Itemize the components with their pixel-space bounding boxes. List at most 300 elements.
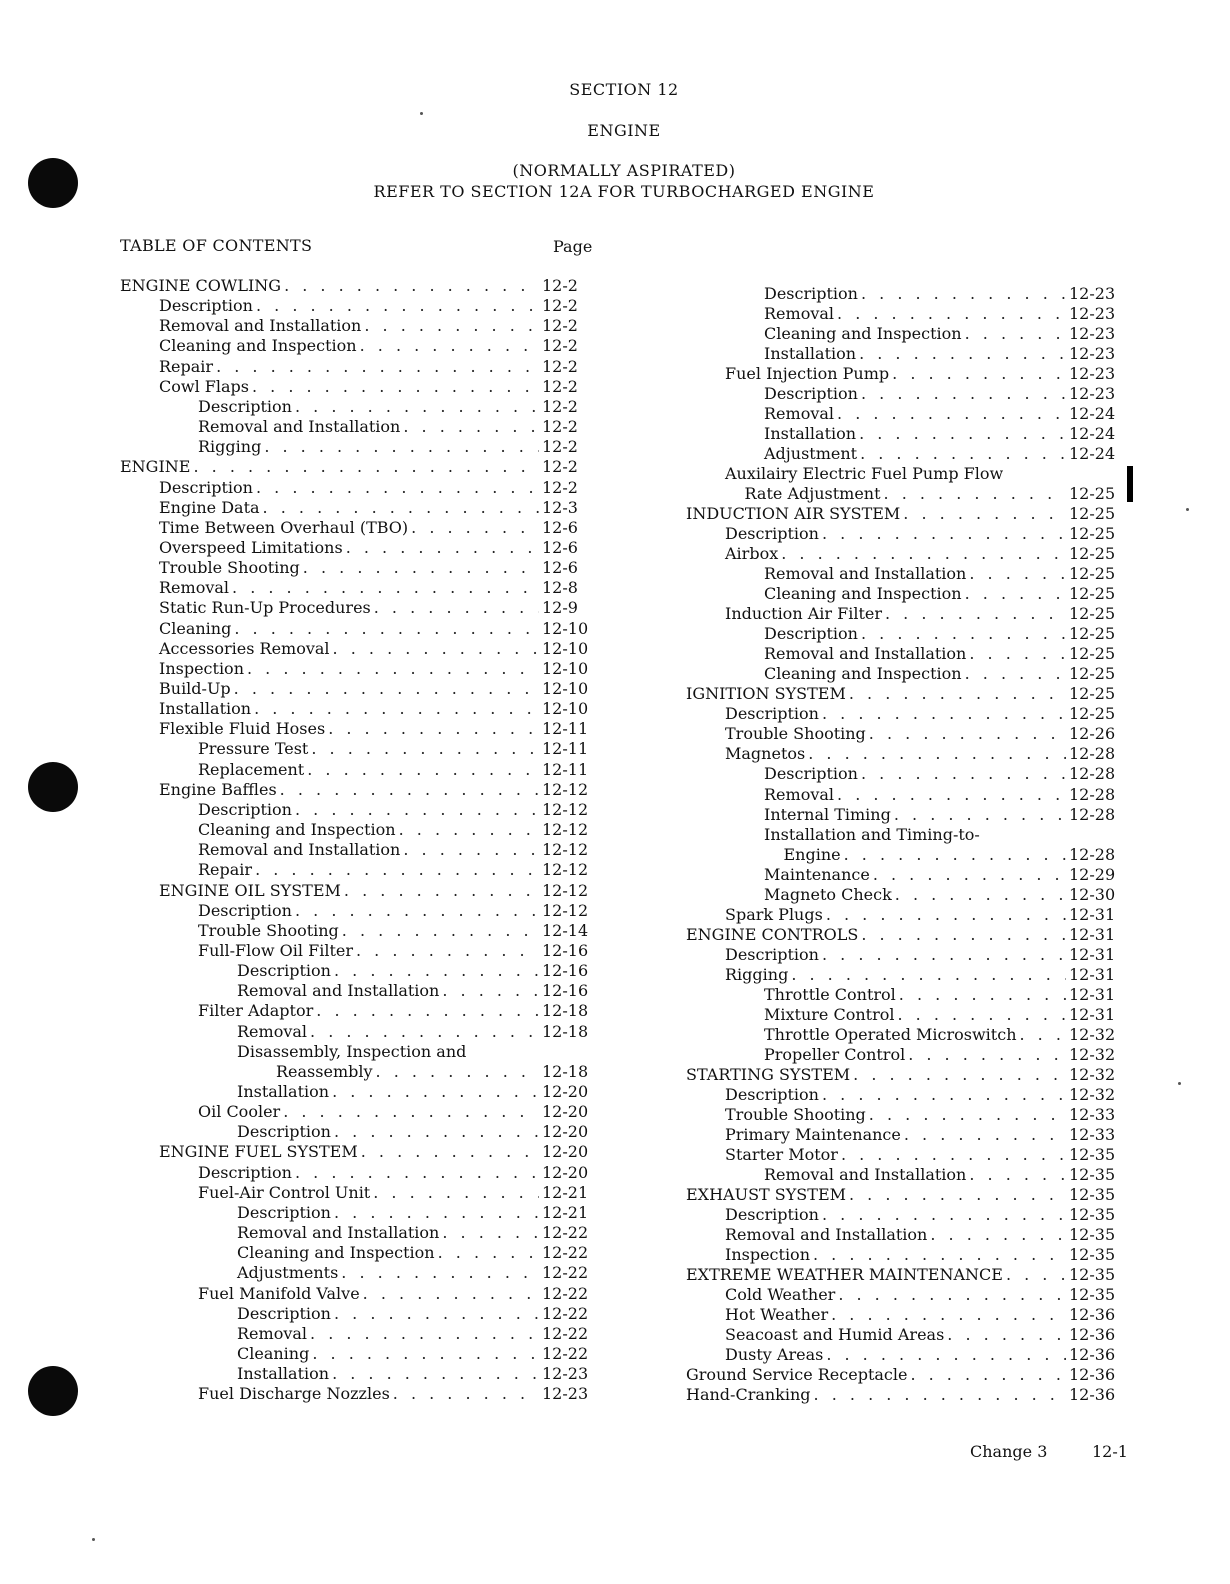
dot-leader <box>899 985 1066 1005</box>
toc-entry-page: 12-23 <box>1069 384 1116 404</box>
toc-entry-title: Spark Plugs <box>725 904 823 924</box>
dot-leader <box>849 684 1066 704</box>
toc-entry-page: 12-35 <box>1069 1224 1116 1244</box>
toc-entry-title: Installation <box>764 424 857 444</box>
toc-entry-page: 12-6 <box>542 558 578 578</box>
section-note: REFER TO SECTION 12A FOR TURBOCHARGED ENGINE <box>373 182 875 201</box>
toc-entry-title: Replacement <box>198 759 305 779</box>
toc-entry-page: 12-32 <box>1069 1044 1116 1064</box>
toc-entry-page: 12-28 <box>1069 784 1116 804</box>
dot-leader <box>813 1245 1066 1265</box>
dot-leader <box>873 865 1066 885</box>
toc-entry-page: 12-26 <box>1069 724 1116 744</box>
toc-entry-title: Description <box>725 704 819 724</box>
toc-entry <box>725 744 1127 764</box>
toc-entry-page: 12-32 <box>1069 1084 1116 1104</box>
toc-entry <box>198 820 600 840</box>
toc-entry-page: 12-25 <box>1069 684 1116 704</box>
toc-entry-page: 12-23 <box>1069 364 1116 384</box>
toc-entry <box>159 639 600 659</box>
toc-entry-page: 12-2 <box>542 396 578 416</box>
toc-entry-page: 12-33 <box>1069 1104 1116 1124</box>
toc-entry-page: 12-2 <box>542 296 578 316</box>
toc-entry <box>198 417 600 437</box>
dot-leader <box>334 1304 539 1324</box>
toc-entry-title: EXHAUST SYSTEM <box>686 1184 846 1204</box>
section-title: ENGINE <box>587 121 661 140</box>
toc-entry <box>120 276 600 296</box>
toc-entry-page: 12-12 <box>542 880 589 900</box>
section-number: SECTION 12 <box>569 80 679 99</box>
toc-entry-page: 12-25 <box>1069 584 1116 604</box>
dot-leader <box>869 724 1066 744</box>
toc-entry-page: 12-16 <box>542 940 589 960</box>
toc-entry-title: Flexible Fluid Hoses <box>159 719 326 739</box>
dot-leader <box>837 404 1066 424</box>
dot-leader <box>853 1065 1066 1085</box>
dot-leader <box>256 478 539 498</box>
toc-entry-title: Installation <box>237 1082 330 1101</box>
dot-leader <box>861 284 1066 304</box>
toc-entry <box>764 785 1127 805</box>
toc-entry <box>725 905 1127 925</box>
toc-entry-title: Magneto Check <box>764 884 892 904</box>
dot-leader <box>376 1062 539 1082</box>
toc-entry <box>198 840 600 860</box>
toc-entry <box>764 624 1127 644</box>
toc-entry-page: 12-20 <box>542 1142 589 1162</box>
toc-entry-title: Fuel-Air Control Unit <box>198 1182 371 1202</box>
dot-leader <box>814 1385 1066 1405</box>
toc-entry-title: Auxilairy Electric Fuel Pump Flow <box>725 464 1004 484</box>
dot-leader <box>334 961 539 981</box>
toc-entry <box>159 679 600 699</box>
toc-entry <box>198 1284 600 1304</box>
toc-entry-title: Filter Adaptor <box>198 1001 314 1021</box>
dot-leader <box>861 384 1066 404</box>
toc-entry <box>237 1122 600 1142</box>
dot-leader <box>859 344 1066 364</box>
toc-entry-page: 12-32 <box>1069 1064 1116 1084</box>
toc-entry-page: 12-11 <box>542 759 589 779</box>
toc-entry <box>237 1324 600 1344</box>
dot-leader <box>903 504 1066 524</box>
toc-entry-title: Reassembly <box>276 1061 373 1081</box>
toc-entry <box>159 598 600 618</box>
toc-entry <box>276 1062 600 1082</box>
toc-entry-page: 12-22 <box>542 1223 589 1243</box>
toc-entry <box>198 1102 600 1122</box>
toc-entry-title: Maintenance <box>764 864 870 884</box>
toc-entry <box>686 1065 1127 1085</box>
toc-entry <box>159 498 600 518</box>
toc-entry-page: 12-21 <box>542 1182 589 1202</box>
toc-entry-page: 12-35 <box>1069 1264 1116 1284</box>
dot-leader <box>399 820 539 840</box>
toc-entry <box>686 1365 1127 1385</box>
toc-entry-title: Removal and Installation <box>159 316 362 336</box>
toc-entry-page: 12-2 <box>542 276 578 295</box>
toc-entry-page: 12-23 <box>542 1364 589 1384</box>
toc-entry-page: 12-11 <box>542 739 589 759</box>
toc-entry <box>120 457 600 477</box>
toc-entry-page: 12-12 <box>542 840 589 860</box>
toc-entry-page: 12-35 <box>1069 1204 1116 1224</box>
dot-leader <box>908 1045 1066 1065</box>
dot-leader <box>822 704 1066 724</box>
toc-entry <box>237 1344 600 1364</box>
toc-entry-title: Rigging <box>725 964 789 984</box>
toc-entry-title: Description <box>764 764 858 784</box>
dot-leader <box>849 1185 1066 1205</box>
toc-entry-page: 12-20 <box>542 1162 589 1182</box>
toc-entry <box>725 1145 1127 1165</box>
toc-entry-title: ENGINE FUEL SYSTEM <box>159 1142 358 1162</box>
toc-entry <box>725 704 1127 724</box>
toc-entry-title: Installation <box>764 344 857 364</box>
toc-entry-title: Overspeed Limitations <box>159 537 343 557</box>
change-bar <box>1127 466 1133 502</box>
toc-entry <box>764 384 1127 404</box>
toc-entry <box>159 336 600 356</box>
toc-entry-page: 12-2 <box>542 457 578 477</box>
dot-leader <box>342 921 539 941</box>
dot-leader <box>904 1125 1066 1145</box>
toc-entry-title: Disassembly, Inspection and <box>237 1041 467 1061</box>
section-subtitle: (NORMALLY ASPIRATED) <box>512 161 736 180</box>
toc-entry <box>686 925 1127 945</box>
toc-entry-title: Induction Air Filter <box>725 604 882 624</box>
footer-change-label: Change 3 <box>970 1442 1048 1461</box>
toc-entry <box>159 558 600 578</box>
toc-entry-page: 12-36 <box>1069 1345 1116 1365</box>
toc-entry-title: STARTING SYSTEM <box>686 1064 851 1084</box>
toc-entry-title: Inspection <box>159 658 244 678</box>
dot-leader <box>373 1183 539 1203</box>
toc-entry-page: 12-3 <box>542 497 578 517</box>
dot-leader <box>344 881 539 901</box>
toc-entry <box>198 739 600 759</box>
toc-heading: TABLE OF CONTENTS <box>120 236 313 255</box>
dot-leader <box>295 1163 539 1183</box>
toc-entry-page: 12-35 <box>1069 1285 1116 1304</box>
toc-entry <box>237 961 600 981</box>
toc-entry-title: Throttle Operated Microswitch <box>764 1024 1017 1044</box>
dot-leader <box>442 981 539 1001</box>
dot-leader <box>310 1022 539 1042</box>
toc-entry <box>159 578 600 598</box>
toc-entry-page: 12-35 <box>1069 1184 1116 1204</box>
toc-entry-title: Removal and Installation <box>237 1223 440 1243</box>
toc-entry <box>745 484 1128 504</box>
toc-entry-title: Pressure Test <box>198 739 309 759</box>
toc-entry-page: 12-12 <box>542 820 589 840</box>
toc-entry-page: 12-9 <box>542 598 578 618</box>
dot-leader <box>869 1105 1066 1125</box>
toc-entry-page: 12-28 <box>1069 764 1116 784</box>
toc-entry-page: 12-23 <box>1069 344 1116 364</box>
toc-entry-page: 12-12 <box>542 860 589 880</box>
toc-entry <box>764 644 1127 664</box>
dot-leader <box>892 364 1066 384</box>
toc-entry <box>764 284 1127 304</box>
toc-entry-title: Hand-Cranking <box>686 1385 811 1405</box>
toc-entry-title: Installation and Timing-to- <box>764 824 980 844</box>
toc-entry-page: 12-2 <box>542 316 578 336</box>
toc-entry-page: 12-16 <box>542 981 589 1001</box>
toc-entry-title: Seacoast and Humid Areas <box>725 1325 945 1345</box>
footer-page-number: 12-1 <box>1092 1442 1128 1461</box>
toc-entry <box>764 304 1127 324</box>
toc-entry-title: Description <box>237 1202 331 1222</box>
toc-entry <box>764 324 1127 344</box>
dot-leader <box>403 840 539 860</box>
dot-leader <box>403 417 539 437</box>
dot-leader <box>333 639 539 659</box>
toc-entry-title: Static Run-Up Procedures <box>159 598 371 618</box>
toc-entry-title: Description <box>198 799 292 819</box>
toc-entry-title: Cleaning and Inspection <box>764 324 962 344</box>
binder-hole <box>28 762 78 812</box>
toc-entry <box>725 1225 1127 1245</box>
toc-entry-title: Cleaning and Inspection <box>159 336 357 356</box>
toc-entry-title: Description <box>764 624 858 644</box>
toc-entry <box>198 901 600 921</box>
dot-leader <box>831 1305 1066 1325</box>
dot-leader <box>965 584 1066 604</box>
toc-entry-title: Full-Flow Oil Filter <box>198 940 353 960</box>
dot-leader <box>837 785 1066 805</box>
dot-leader <box>859 424 1066 444</box>
dot-leader <box>895 885 1066 905</box>
toc-entry-page: 12-25 <box>1069 484 1116 504</box>
toc-entry <box>159 881 600 901</box>
toc-entry-page: 12-23 <box>1069 284 1116 303</box>
toc-entry-title: Removal <box>764 784 835 804</box>
dot-leader <box>346 538 539 558</box>
toc-entry-title: Adjustment <box>764 444 858 464</box>
dot-leader <box>910 1365 1066 1385</box>
dot-leader <box>232 578 539 598</box>
dot-leader <box>860 444 1066 464</box>
dot-leader <box>438 1243 539 1263</box>
toc-entry <box>159 478 600 498</box>
toc-entry-page: 12-2 <box>542 376 578 396</box>
toc-entry-title: Trouble Shooting <box>725 1104 866 1124</box>
toc-entry-title: Description <box>198 900 292 920</box>
toc-entry <box>159 619 600 639</box>
dot-leader <box>897 1005 1066 1025</box>
toc-entry-page: 12-24 <box>1069 424 1116 444</box>
dot-leader <box>781 544 1066 564</box>
toc-entry-page: 12-28 <box>1069 804 1116 824</box>
toc-entry-title: Description <box>237 961 331 981</box>
dot-leader <box>1020 1025 1067 1045</box>
toc-entry <box>764 1045 1127 1065</box>
toc-entry <box>198 941 600 961</box>
scan-speck <box>420 112 423 115</box>
toc-entry-title: Oil Cooler <box>198 1102 281 1122</box>
toc-entry-title: EXTREME WEATHER MAINTENANCE <box>686 1264 1003 1284</box>
dot-leader <box>822 945 1066 965</box>
toc-entry-title: Mixture Control <box>764 1004 895 1024</box>
toc-entry-title: Inspection <box>725 1244 810 1264</box>
toc-entry-title: Cowl Flaps <box>159 376 249 396</box>
toc-entry-page: 12-33 <box>1069 1124 1116 1144</box>
toc-entry <box>159 316 600 336</box>
toc-entry-title: Hot Weather <box>725 1305 829 1325</box>
toc-entry-page: 12-10 <box>542 699 589 719</box>
toc-entry-page: 12-10 <box>542 658 589 678</box>
toc-entry-page: 12-30 <box>1069 884 1116 904</box>
toc-entry <box>686 1265 1127 1285</box>
toc-entry-title: Description <box>725 944 819 964</box>
dot-leader <box>303 558 539 578</box>
toc-entry-title: Time Between Overhaul (TBO) <box>159 517 409 537</box>
toc-entry-page: 12-10 <box>542 679 589 698</box>
toc-entry <box>686 1185 1127 1205</box>
toc-entry-title: Primary Maintenance <box>725 1124 901 1144</box>
dot-leader <box>837 304 1066 324</box>
dot-leader <box>307 760 539 780</box>
toc-entry-page: 12-22 <box>542 1343 589 1363</box>
toc-entry-title: Starter Motor <box>725 1144 838 1164</box>
dot-leader <box>356 941 539 961</box>
toc-entry-page: 12-36 <box>1069 1325 1116 1345</box>
toc-entry <box>686 1385 1127 1405</box>
dot-leader <box>826 1345 1066 1365</box>
toc-entry-page: 12-36 <box>1069 1385 1116 1405</box>
dot-leader <box>283 1102 539 1122</box>
dot-leader <box>360 336 539 356</box>
toc-entry-title: Cleaning and Inspection <box>237 1243 435 1263</box>
toc-entry-page: 12-10 <box>542 618 589 638</box>
toc-entry <box>159 357 600 377</box>
toc-entry <box>198 1384 600 1404</box>
toc-entry <box>198 397 600 417</box>
toc-entry <box>725 1085 1127 1105</box>
toc-entry <box>764 764 1127 784</box>
toc-entry-title: ENGINE COWLING <box>120 276 282 295</box>
toc-entry-page: 12-23 <box>1069 324 1116 344</box>
toc-entry-title: Removal and Installation <box>764 564 967 584</box>
toc-entry-title: Rigging <box>198 437 262 457</box>
toc-entry-page: 12-10 <box>542 638 589 658</box>
toc-entry-page: 12-22 <box>542 1243 589 1263</box>
binder-hole <box>28 1366 78 1416</box>
toc-entry <box>159 659 600 679</box>
dot-leader <box>393 1384 539 1404</box>
dot-leader <box>947 1325 1066 1345</box>
dot-leader <box>311 739 539 759</box>
toc-entry <box>725 1285 1127 1305</box>
dot-leader <box>295 901 539 921</box>
toc-entry-title: Description <box>159 477 253 497</box>
dot-leader <box>861 925 1066 945</box>
toc-entry-page: 12-6 <box>542 517 578 537</box>
dot-leader <box>884 484 1066 504</box>
dot-leader <box>822 524 1066 544</box>
dot-leader <box>791 965 1066 985</box>
toc-entry <box>159 780 600 800</box>
toc-entry-page: 12-2 <box>542 336 578 356</box>
toc-entry <box>764 825 1127 845</box>
dot-leader <box>361 1142 539 1162</box>
toc-entry <box>764 564 1127 584</box>
toc-entry-title: Repair <box>198 860 253 880</box>
toc-entry-page: 12-25 <box>1069 644 1116 664</box>
toc-entry <box>198 760 600 780</box>
toc-entry-page: 12-36 <box>1069 1305 1116 1325</box>
toc-entry-page: 12-28 <box>1069 744 1116 764</box>
toc-entry-title: INDUCTION AIR SYSTEM <box>686 504 901 524</box>
toc-entry-title: Description <box>725 1204 819 1224</box>
toc-entry-page: 12-25 <box>1069 704 1116 724</box>
dot-leader <box>256 296 539 316</box>
toc-entry-page: 12-2 <box>542 356 578 376</box>
toc-entry-title: Description <box>237 1122 331 1142</box>
toc-entry-page: 12-18 <box>542 1021 589 1041</box>
toc-entry-title: ENGINE <box>120 457 191 477</box>
toc-entry-page: 12-20 <box>542 1122 589 1142</box>
toc-entry-page: 12-29 <box>1069 864 1116 884</box>
toc-entry <box>725 1125 1127 1145</box>
dot-leader <box>822 1205 1066 1225</box>
toc-entry <box>237 1364 600 1384</box>
toc-entry-page: 12-25 <box>1069 524 1116 544</box>
toc-entry <box>198 1001 600 1021</box>
toc-entry-page: 12-14 <box>542 920 589 940</box>
toc-entry <box>159 538 600 558</box>
dot-leader <box>255 860 539 880</box>
toc-entry-title: Internal Timing <box>764 804 891 824</box>
toc-entry-page: 12-16 <box>542 961 589 981</box>
toc-entry-title: Removal and Installation <box>764 1164 967 1184</box>
toc-entry-title: Fuel Manifold Valve <box>198 1283 360 1303</box>
toc-entry <box>237 1263 600 1283</box>
dot-leader <box>280 780 539 800</box>
toc-entry-title: Cleaning <box>237 1343 310 1363</box>
toc-entry-title: Removal and Installation <box>237 981 440 1001</box>
toc-entry <box>764 444 1127 464</box>
dot-leader <box>969 644 1066 664</box>
toc-entry-page: 12-31 <box>1069 1004 1116 1024</box>
dot-leader <box>193 457 539 477</box>
toc-entry <box>764 805 1127 825</box>
toc-entry-title: Description <box>764 284 858 303</box>
toc-entry-title: Cold Weather <box>725 1285 836 1304</box>
toc-entry <box>764 985 1127 1005</box>
toc-entry <box>764 1005 1127 1025</box>
toc-entry-page: 12-23 <box>1069 304 1116 324</box>
toc-entry-page: 12-25 <box>1069 564 1116 584</box>
toc-entry-title: Installation <box>237 1364 330 1384</box>
toc-entry-title: Removal and Installation <box>725 1224 928 1244</box>
dot-leader <box>247 659 539 679</box>
toc-entry-page: 12-31 <box>1069 964 1116 984</box>
toc-entry <box>159 377 600 397</box>
dot-leader <box>826 905 1066 925</box>
toc-entry <box>686 684 1127 704</box>
toc-entry-page: 12-25 <box>1069 604 1116 624</box>
toc-entry-title: Propeller Control <box>764 1044 906 1064</box>
toc-entry-page: 12-8 <box>542 578 578 598</box>
toc-entry <box>764 344 1127 364</box>
toc-entry-page: 12-25 <box>1069 664 1116 684</box>
toc-entry-page: 12-22 <box>542 1283 589 1303</box>
toc-entry-title: Removal and Installation <box>198 840 401 860</box>
toc-entry-page: 12-22 <box>542 1263 589 1283</box>
